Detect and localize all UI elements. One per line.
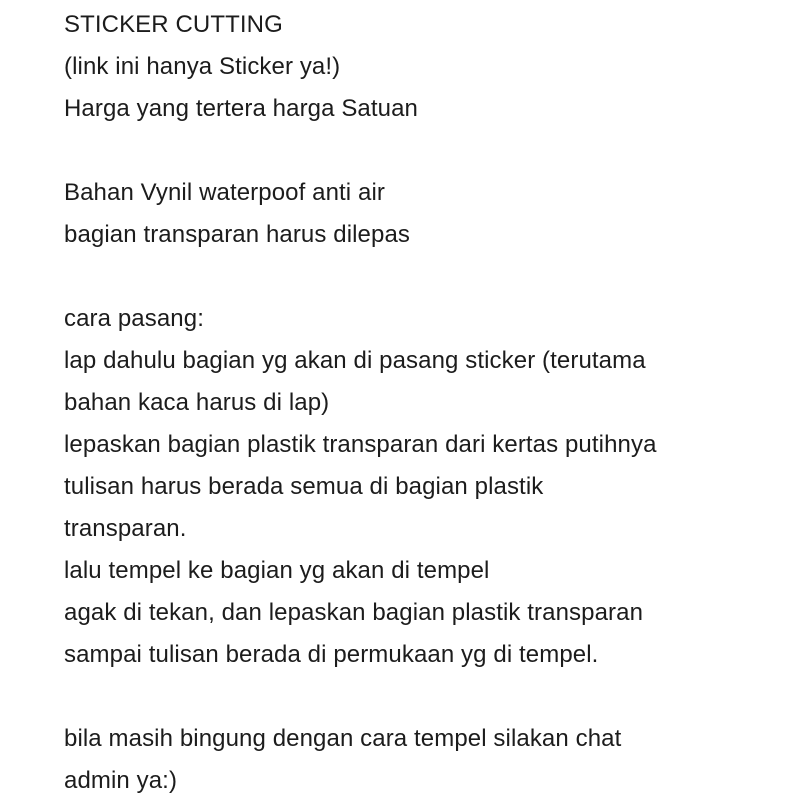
install-step-line: bahan kaca harus di lap) — [64, 389, 330, 416]
description-title: STICKER CUTTING — [64, 11, 283, 38]
install-step-line: sampai tulisan berada di permukaan yg di tempel. — [64, 641, 599, 668]
help-line: admin ya:) — [64, 767, 178, 794]
description-note: (link ini hanya Sticker ya!) — [64, 53, 341, 80]
spacer — [64, 130, 784, 172]
install-step-line: tulisan harus berada semua di bagian plastik — [64, 473, 544, 500]
description-material-note: bagian transparan harus dilepas — [64, 221, 411, 248]
description-price-note: Harga yang tertera harga Satuan — [64, 95, 418, 122]
install-heading: cara pasang: — [64, 305, 204, 332]
install-step-line: transparan. — [64, 515, 187, 542]
product-description — [64, 4, 784, 802]
spacer — [64, 256, 784, 298]
install-step-line: agak di tekan, dan lepaskan bagian plastik transparan — [64, 599, 644, 626]
install-step-line: lepaskan bagian plastik transparan dari kertas putihnya — [64, 431, 657, 458]
install-step-line: lalu tempel ke bagian yg akan di tempel — [64, 557, 490, 584]
spacer — [64, 676, 784, 718]
description-material: Bahan Vynil waterpoof anti air — [64, 179, 385, 206]
install-step-line: lap dahulu bagian yg akan di pasang sticker (terutama — [64, 347, 646, 374]
help-line: bila masih bingung dengan cara tempel silakan chat — [64, 725, 622, 752]
